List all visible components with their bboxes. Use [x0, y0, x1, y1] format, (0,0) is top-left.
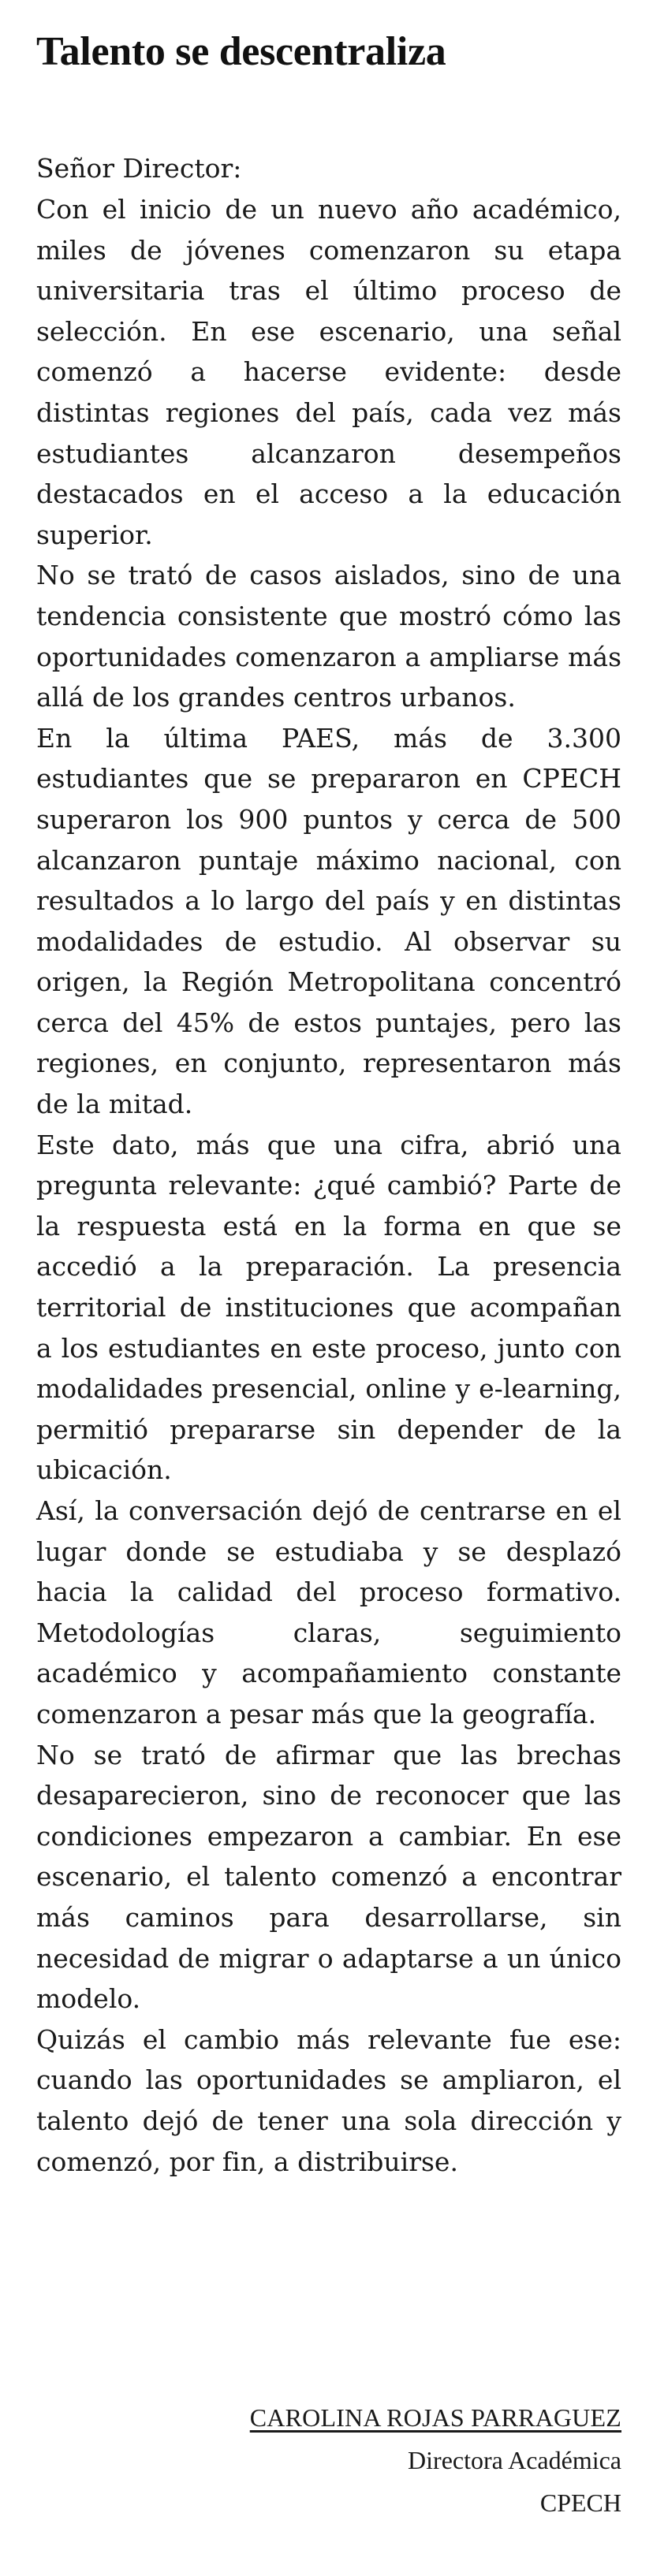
paragraph-7: Quizás el cambio más relevante fue ese: cuando las oportunidades se ampliaron, el talento dejó de tener una sola dirección y comenzó, por fin, a distribuirse. [36, 2023, 621, 2177]
salutation: Señor Director: [36, 153, 242, 184]
letter-body [36, 189, 621, 2182]
letter-title: Talento se descentraliza [36, 29, 446, 74]
paragraph-1: Con el inicio de un nuevo año académico, miles de jóvenes comenzaron su etapa universitaria tras el último proceso de selección. En ese escenario, una señal comenzó a hacerse evidente: desde distintas regiones del país, cada vez más estudiantes alcanzaron desempeños destacados en el acceso a la educación superior. [36, 194, 621, 550]
signature-block [250, 2396, 621, 2524]
author-name: CAROLINA ROJAS PARRAGUEZ [249, 2403, 621, 2432]
letter [36, 0, 621, 2182]
paragraph-2: No se trató de casos aislados, sino de una tendencia consistente que mostró cómo las oportunidades comenzaron a ampliarse más allá de los grandes centros urbanos. [36, 560, 621, 713]
author-organization: CPECH [539, 2489, 621, 2517]
author-role: Directora Académica [408, 2446, 621, 2474]
paragraph-6: No se trató de afirmar que las brechas desaparecieron, sino de reconocer que las condiciones empezaron a cambiar. En ese escenario, el talento comenzó a encontrar más caminos para desarrollarse, sin necesidad de migrar o adaptarse a un único modelo. [36, 1739, 621, 2015]
paragraph-4: Este dato, más que una cifra, abrió una pregunta relevante: ¿qué cambió? Parte de la respuesta está en la forma en que se accedió a la preparación. La presencia territorial de instituciones que acompañan a los estudiantes en este proceso, junto con modalidades presencial, online y e-learning, permitió prepararse sin depender de la ubicación. [36, 1129, 621, 1486]
paragraph-5: Así, la conversación dejó de centrarse en el lugar donde se estudiaba y se desplazó hacia la calidad del proceso formativo. Metodologías claras, seguimiento académico y acompañamiento constante comenzaron a pesar más que la geografía. [36, 1495, 621, 1729]
paragraph-3: En la última PAES, más de 3.300 estudiantes que se prepararon en CPECH superaron los 900 puntos y cerca de 500 alcanzaron puntaje máximo nacional, con resultados a lo largo del país y en distintas modalidades de estudio. Al observar su origen, la Región Metropolitana concentró cerca del 45% de estos puntajes, pero las regiones, en conjunto, representaron más de la mitad. [36, 722, 621, 1120]
